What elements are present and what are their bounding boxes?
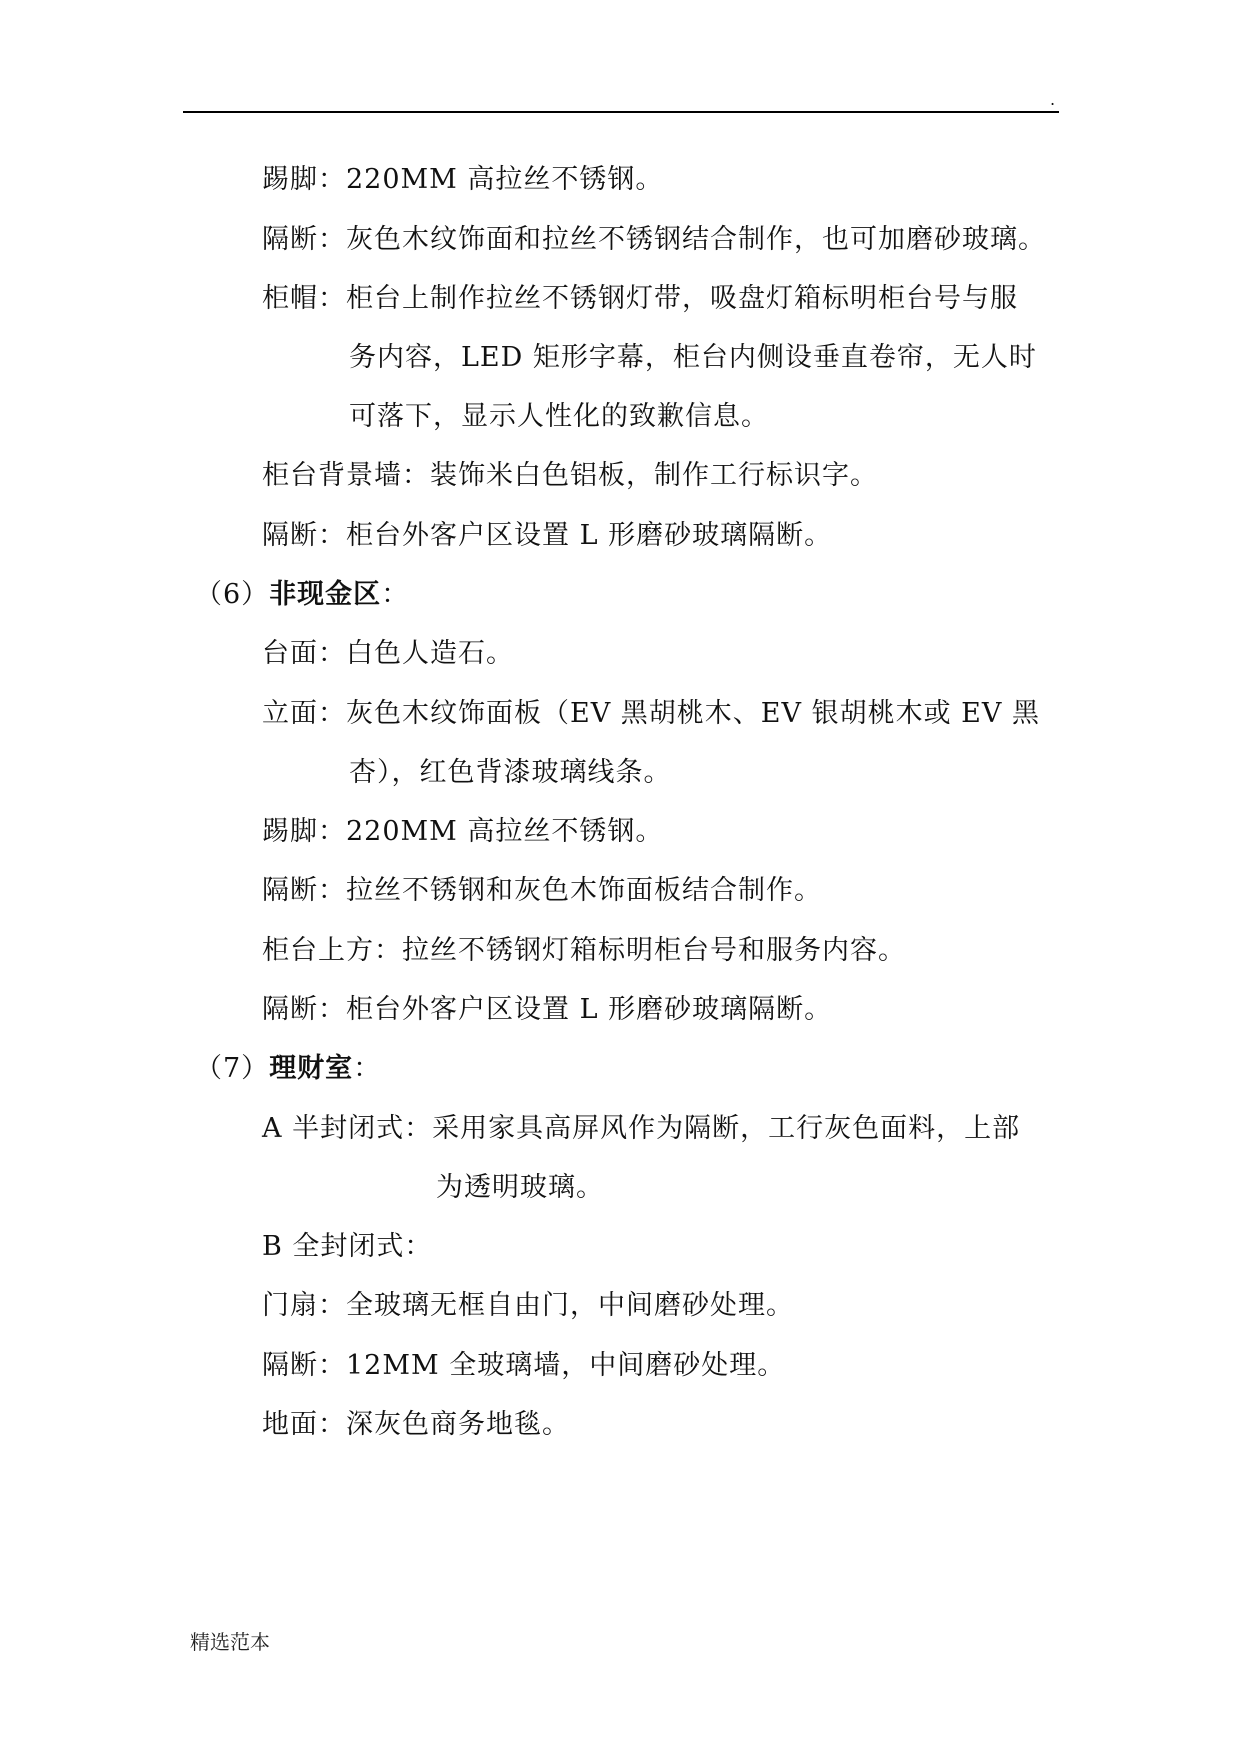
text-line: 柜台上方：拉丝不锈钢灯箱标明柜台号和服务内容。 [262,935,906,966]
text-line: 可落下，显示人性化的致歉信息。 [349,401,769,432]
text-line: 隔断：拉丝不锈钢和灰色木饰面板结合制作。 [262,875,822,906]
section-colon: ： [381,579,410,610]
section-title: 理财室 [269,1053,354,1084]
section-title: 非现金区 [269,579,382,610]
text-line: 门扇：全玻璃无框自由门，中间磨砂处理。 [262,1290,794,1321]
text-line: 隔断：柜台外客户区设置 L 形磨砂玻璃隔断。 [262,994,833,1025]
section-number: （7） [195,1053,270,1084]
text-line: 隔断：柜台外客户区设置 L 形磨砂玻璃隔断。 [262,520,833,551]
text-line: 踢脚：220MM 高拉丝不锈钢。 [262,164,664,195]
text-line: B 全封闭式： [262,1231,433,1262]
text-line: A 半封闭式：采用家具高屏风作为隔断，工行灰色面料，上部 [262,1113,1021,1144]
section-heading [195,1052,381,1086]
text-line: 地面：深灰色商务地毯。 [262,1409,570,1440]
header-rule [183,111,1059,113]
text-line: 踢脚：220MM 高拉丝不锈钢。 [262,816,664,847]
text-line: 隔断：12MM 全玻璃墙，中间磨砂处理。 [262,1350,786,1381]
text-line: 务内容，LED 矩形字幕，柜台内侧设垂直卷帘，无人时 [349,342,1037,373]
text-line: 柜台背景墙：装饰米白色铝板，制作工行标识字。 [262,460,878,491]
section-heading [195,578,409,612]
text-line: 杏），红色背漆玻璃线条。 [349,757,672,788]
text-line: 立面：灰色木纹饰面板（EV 黑胡桃木、EV 银胡桃木或 EV 黑 [262,698,1040,729]
text-line: 台面：白色人造石。 [262,638,514,669]
footer-text: 精选范本 [190,1630,270,1654]
section-colon: ： [353,1053,382,1084]
section-number: （6） [195,579,270,610]
header-dot: . [1050,90,1056,109]
text-line: 隔断：灰色木纹饰面和拉丝不锈钢结合制作，也可加磨砂玻璃。 [262,224,1046,255]
text-line: 柜帽：柜台上制作拉丝不锈钢灯带，吸盘灯箱标明柜台号与服 [262,283,1018,314]
text-line: 为透明玻璃。 [436,1172,604,1203]
